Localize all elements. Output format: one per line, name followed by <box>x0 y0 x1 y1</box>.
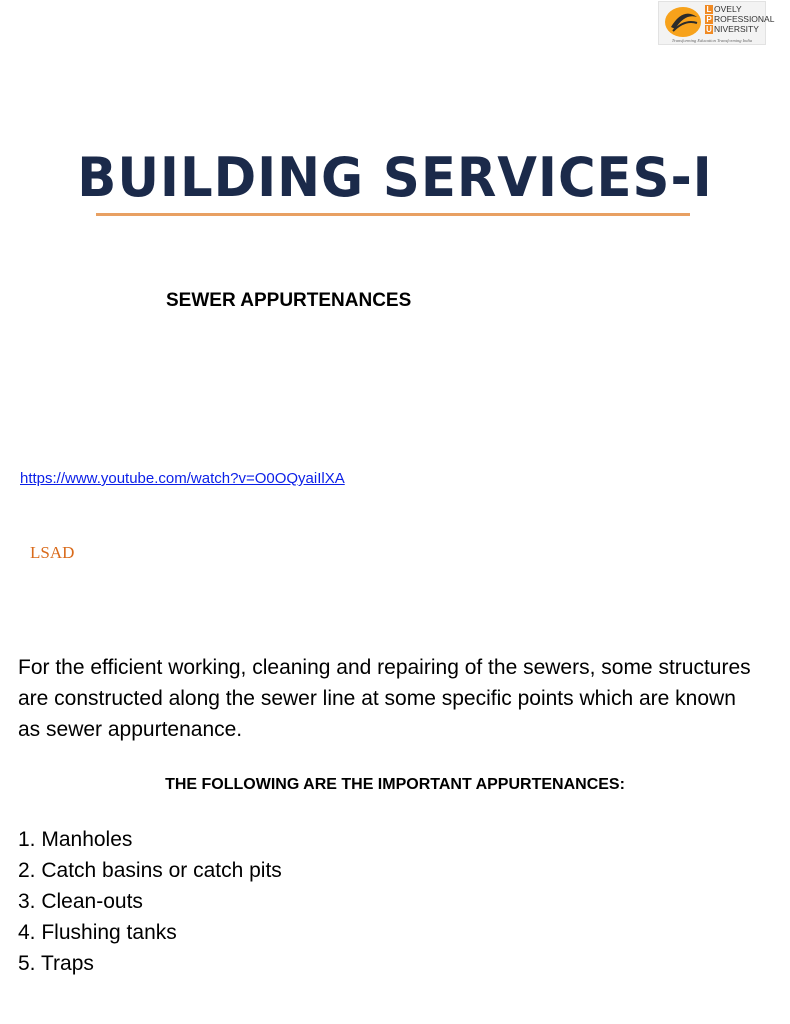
list-item: 1. Manholes <box>18 828 133 851</box>
university-logo <box>658 1 775 45</box>
page-title: BUILDING SERVICES-I <box>77 146 713 209</box>
title-underline <box>96 213 690 216</box>
appurtenance-list <box>18 824 282 979</box>
list-item: 2. Catch basins or catch pits <box>18 859 282 882</box>
list-item: 5. Traps <box>18 952 94 975</box>
list-item: 4. Flushing tanks <box>18 921 177 944</box>
section-heading: THE FOLLOWING ARE THE IMPORTANT APPURTENANCES: <box>165 776 625 793</box>
intro-paragraph: For the efficient working, cleaning and repairing of the sewers, some structures are constructed along the sewer line at some specific points which are known as sewer appurtenance. <box>18 656 751 741</box>
subtitle: SEWER APPURTENANCES <box>166 290 412 311</box>
youtube-link[interactable]: https://www.youtube.com/watch?v=O0OQyaiIlXA <box>20 470 345 487</box>
list-item: 3. Clean-outs <box>18 890 143 913</box>
department-tag: LSAD <box>30 543 75 562</box>
lpu-emblem-icon <box>663 5 703 39</box>
logo-tagline: Transforming Education Transforming India <box>671 38 753 43</box>
logo-wordmark: L OVELY P ROFESSIONAL U NIVERSITY <box>706 4 775 34</box>
